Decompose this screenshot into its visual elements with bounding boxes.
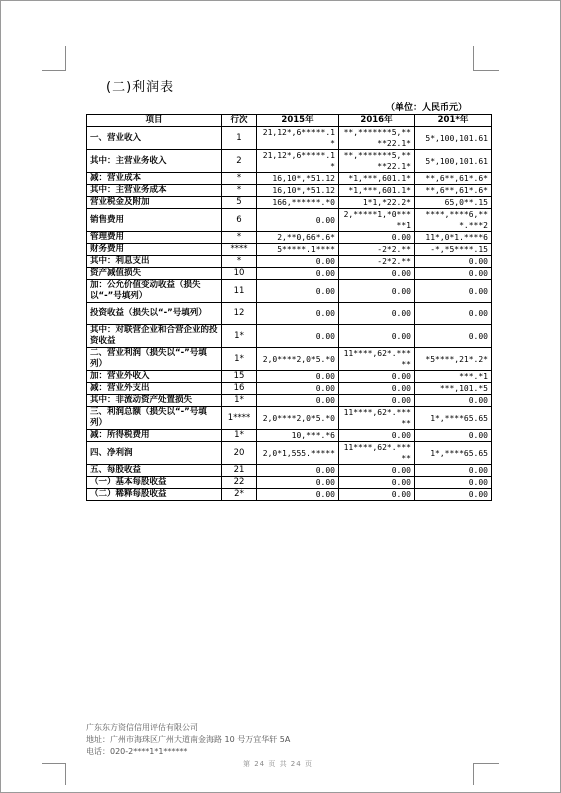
row-value-201x: 11*,0*1.****6 — [415, 232, 492, 244]
row-value-2016: -2*2.** — [339, 244, 415, 256]
row-value-2016: 0.00 — [339, 280, 415, 303]
row-value-2016: 0.00 — [339, 371, 415, 383]
row-value-2016: 0.00 — [339, 395, 415, 407]
row-value-2016: 0.00 — [339, 325, 415, 348]
crop-mark — [473, 763, 474, 785]
row-value-2015: 5*****.1**** — [257, 244, 339, 256]
footer-phone: 电话：020-2****1*1****** — [86, 747, 188, 756]
row-item-label: 四、净利润 — [87, 442, 222, 465]
row-line-number: * — [222, 173, 257, 185]
column-header-2016: 2016年 — [339, 115, 415, 127]
row-value-2015: 21,12*,6*****.1* — [257, 150, 339, 173]
row-line-number: 1 — [222, 127, 257, 150]
table-row — [87, 127, 492, 150]
row-line-number: 1* — [222, 430, 257, 442]
crop-mark — [42, 763, 66, 764]
row-item-label: 加：公允价值变动收益（损失以“-”号填列） — [87, 280, 222, 303]
table-row — [87, 303, 492, 325]
column-header-item: 项目 — [87, 115, 222, 127]
column-header-2015: 2015年 — [257, 115, 339, 127]
row-line-number: 1* — [222, 395, 257, 407]
row-value-201x: **,6**,61*.6* — [415, 173, 492, 185]
row-value-2016: 0.00 — [339, 489, 415, 501]
income-statement-table — [86, 114, 492, 501]
crop-mark — [473, 763, 499, 764]
row-value-2016: *1,***,601.1* — [339, 185, 415, 197]
row-item-label: 减：营业外支出 — [87, 383, 222, 395]
row-value-201x: ****,****6,***.***2 — [415, 209, 492, 232]
table-row — [87, 185, 492, 197]
row-item-label: 其中：主营业务收入 — [87, 150, 222, 173]
row-value-2015: 0.00 — [257, 268, 339, 280]
row-line-number: 6 — [222, 209, 257, 232]
row-value-2015: 0.00 — [257, 256, 339, 268]
row-item-label: 财务费用 — [87, 244, 222, 256]
row-item-label: 管理费用 — [87, 232, 222, 244]
row-item-label: 二、营业利润（损失以“-”号填列） — [87, 348, 222, 371]
table-row — [87, 150, 492, 173]
row-value-2015: 16,10*,*51.12 — [257, 173, 339, 185]
table-row — [87, 383, 492, 395]
row-item-label: 其中：对联营企业和合营企业的投资收益 — [87, 325, 222, 348]
row-line-number: * — [222, 256, 257, 268]
table-row — [87, 197, 492, 209]
table-row — [87, 489, 492, 501]
row-item-label: 五、每股收益 — [87, 465, 222, 477]
row-value-2016: 1*1,*22.2* — [339, 197, 415, 209]
row-line-number: 1* — [222, 325, 257, 348]
row-line-number: 5 — [222, 197, 257, 209]
row-line-number: 22 — [222, 477, 257, 489]
crop-mark — [42, 70, 66, 71]
table-row — [87, 256, 492, 268]
row-value-2015: 166,******.*0 — [257, 197, 339, 209]
row-line-number: * — [222, 185, 257, 197]
row-value-2015: 0.00 — [257, 209, 339, 232]
row-value-2015: 2,0*1,555.***** — [257, 442, 339, 465]
row-value-201x: 1*,****65.65 — [415, 442, 492, 465]
row-item-label: （一）基本每股收益 — [87, 477, 222, 489]
page-title: (二)利润表 — [106, 80, 175, 95]
row-item-label: 投资收益（损失以“-”号填列） — [87, 303, 222, 325]
column-header-line: 行次 — [222, 115, 257, 127]
row-value-2015: 0.00 — [257, 489, 339, 501]
row-value-201x: 0.00 — [415, 430, 492, 442]
row-value-2015: 0.00 — [257, 325, 339, 348]
row-line-number: 2* — [222, 489, 257, 501]
row-line-number: 16 — [222, 383, 257, 395]
table-row — [87, 325, 492, 348]
row-value-201x: ***.*1 — [415, 371, 492, 383]
row-value-2015: 0.00 — [257, 303, 339, 325]
row-item-label: 销售费用 — [87, 209, 222, 232]
row-item-label: 其中：非流动资产处置损失 — [87, 395, 222, 407]
row-value-2015: 10,***.*6 — [257, 430, 339, 442]
table-row — [87, 268, 492, 280]
table-row — [87, 209, 492, 232]
row-value-201x: 0.00 — [415, 395, 492, 407]
row-line-number: 15 — [222, 371, 257, 383]
row-value-2016: 11****,62*.***** — [339, 348, 415, 371]
row-value-201x: 0.00 — [415, 280, 492, 303]
row-item-label: 其中：利息支出 — [87, 256, 222, 268]
row-value-2015: 16,10*,*51.12 — [257, 185, 339, 197]
row-value-201x: 5*,100,101.61 — [415, 127, 492, 150]
table-row — [87, 430, 492, 442]
row-value-2016: 0.00 — [339, 465, 415, 477]
row-value-2016: 0.00 — [339, 268, 415, 280]
row-value-2016: 0.00 — [339, 303, 415, 325]
row-value-201x: 0.00 — [415, 268, 492, 280]
table-row — [87, 280, 492, 303]
table-row — [87, 407, 492, 430]
footer-company: 广东东方资信信用评估有限公司 — [86, 723, 198, 732]
row-value-2015: 0.00 — [257, 477, 339, 489]
row-item-label: 其中：主营业务成本 — [87, 185, 222, 197]
row-value-2015: 0.00 — [257, 383, 339, 395]
row-value-201x: 65,0**.15 — [415, 197, 492, 209]
row-value-2015: 2,0****2,0*5.*0 — [257, 348, 339, 371]
row-value-201x: 0.00 — [415, 489, 492, 501]
row-value-2015: 0.00 — [257, 280, 339, 303]
row-item-label: （二）稀释每股收益 — [87, 489, 222, 501]
row-value-201x: -*,*5****.15 — [415, 244, 492, 256]
row-value-2016: 11****,62*.***** — [339, 407, 415, 430]
row-line-number: 10 — [222, 268, 257, 280]
row-value-2015: 2,**0,66*.6* — [257, 232, 339, 244]
table-row — [87, 173, 492, 185]
table-header-row — [87, 115, 492, 127]
row-line-number: 1**** — [222, 407, 257, 430]
row-item-label: 资产减值损失 — [87, 268, 222, 280]
row-value-201x: *5****,21*.2* — [415, 348, 492, 371]
row-value-201x: 5*,100,101.61 — [415, 150, 492, 173]
table-row — [87, 477, 492, 489]
row-value-201x: 0.00 — [415, 477, 492, 489]
table-row — [87, 442, 492, 465]
column-header-201x: 201*年 — [415, 115, 492, 127]
row-value-201x: **,6**,61*.6* — [415, 185, 492, 197]
row-item-label: 三、利润总额（损失以“-”号填列） — [87, 407, 222, 430]
row-value-2016: **,*******5,****22.1* — [339, 127, 415, 150]
row-item-label: 减：所得税费用 — [87, 430, 222, 442]
row-value-201x: 0.00 — [415, 325, 492, 348]
row-value-201x: 0.00 — [415, 303, 492, 325]
row-value-2015: 0.00 — [257, 371, 339, 383]
row-value-201x: 1*,****65.65 — [415, 407, 492, 430]
row-line-number: 20 — [222, 442, 257, 465]
row-item-label: 一、营业收入 — [87, 127, 222, 150]
table-row — [87, 348, 492, 371]
row-value-2016: 0.00 — [339, 232, 415, 244]
row-line-number: * — [222, 232, 257, 244]
row-item-label: 营业税金及附加 — [87, 197, 222, 209]
row-value-2016: 0.00 — [339, 477, 415, 489]
crop-mark — [65, 46, 66, 70]
table-row — [87, 244, 492, 256]
row-line-number: 1* — [222, 348, 257, 371]
row-line-number: **** — [222, 244, 257, 256]
row-value-2016: *1,***,601.1* — [339, 173, 415, 185]
row-value-201x: ***,101.*5 — [415, 383, 492, 395]
row-item-label: 加：营业外收入 — [87, 371, 222, 383]
row-value-2016: 0.00 — [339, 430, 415, 442]
row-value-201x: 0.00 — [415, 465, 492, 477]
row-line-number: 2 — [222, 150, 257, 173]
row-value-2015: 21,12*,6*****.1* — [257, 127, 339, 150]
row-value-2016: **,*******5,****22.1* — [339, 150, 415, 173]
crop-mark — [473, 70, 499, 71]
table-row — [87, 395, 492, 407]
row-value-2016: 11****,62*.***** — [339, 442, 415, 465]
table-row — [87, 371, 492, 383]
footer — [86, 722, 290, 758]
page-number: 第 24 页 共 24 页 — [243, 760, 313, 768]
row-line-number: 11 — [222, 280, 257, 303]
table-row — [87, 232, 492, 244]
row-value-2016: -2*2.** — [339, 256, 415, 268]
unit-label: （单位：人民币元） — [386, 103, 468, 113]
row-value-2016: 0.00 — [339, 383, 415, 395]
crop-mark — [65, 763, 66, 785]
row-value-2015: 2,0****2,0*5.*0 — [257, 407, 339, 430]
row-line-number: 21 — [222, 465, 257, 477]
row-line-number: 12 — [222, 303, 257, 325]
row-value-2015: 0.00 — [257, 465, 339, 477]
row-value-2016: 2,*****1,*0*****1 — [339, 209, 415, 232]
row-value-201x: 0.00 — [415, 256, 492, 268]
table-row — [87, 465, 492, 477]
footer-address: 地址：广州市海珠区广州大道南金海路 10 号万宜华轩 5A — [86, 735, 291, 744]
row-value-2015: 0.00 — [257, 395, 339, 407]
row-item-label: 减：营业成本 — [87, 173, 222, 185]
crop-mark — [473, 46, 474, 70]
